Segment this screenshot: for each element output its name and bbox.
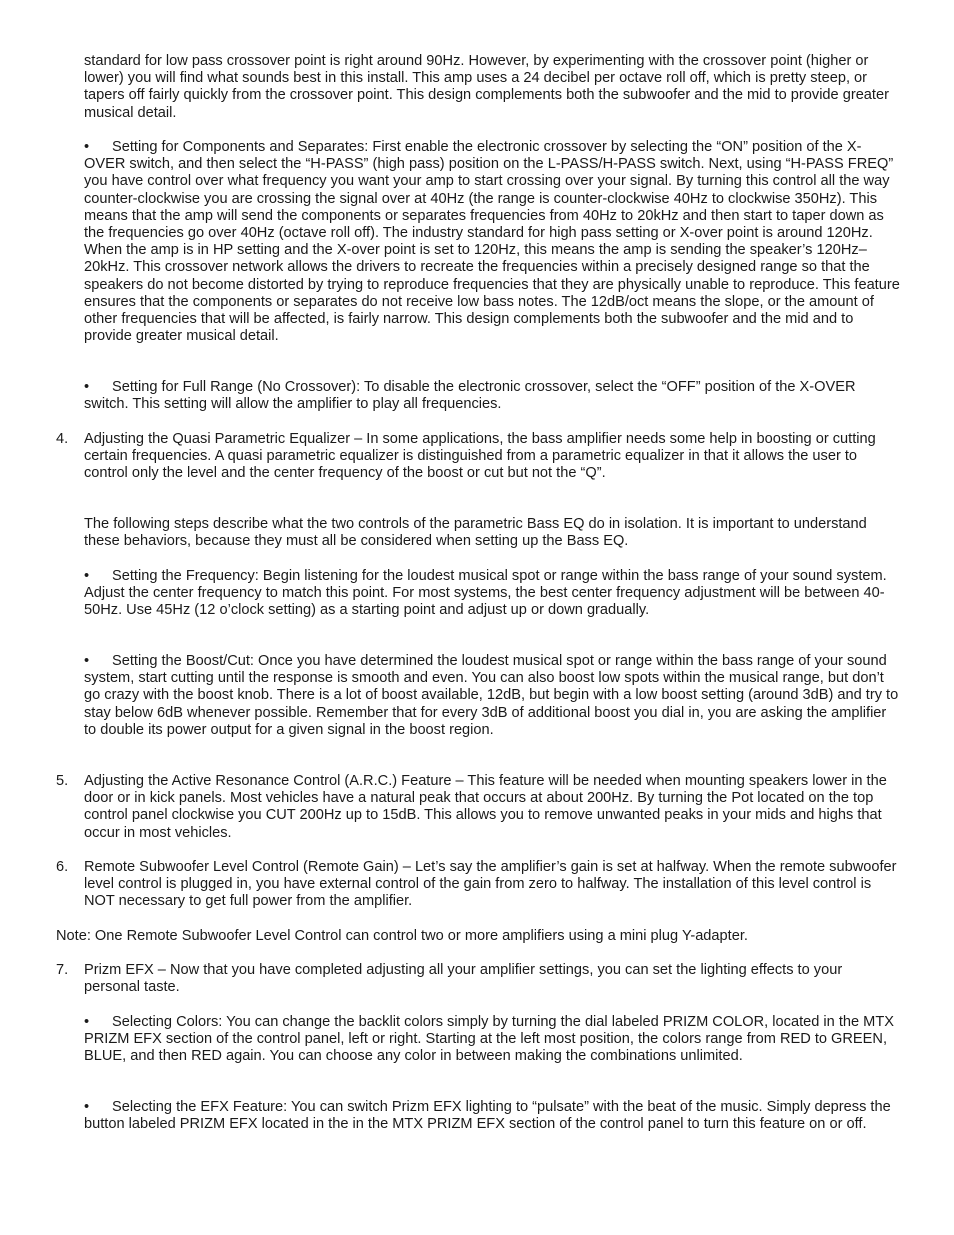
bullet-text: Setting the Boost/Cut: Once you have determined the loudest musical spot or range within the bass range of your sound system, start cutting until the response is smooth and even. You can also boost low spots within the musical range, but don’t go crazy with the boost knob. There is a lot of boost available, 12dB, but begin with a low boost setting (around 3dB) and try to stay below 6dB whenever possible. Remember that for every 3dB of additional boost you dial in, you are asking the amplifier to double its power output for a given signal in the boost region. [84,653,899,738]
bullet-icon: • [84,139,90,155]
list-item-4 [56,431,900,483]
list-item-7 [56,962,900,996]
list-item-5 [56,773,900,842]
bullet-text: Selecting Colors: You can change the backlit colors simply by turning the dial labeled PRIZM COLOR, located in the MTX PRIZM EFX section of the control panel, left or right. Starting at the left most position, the colors range from RED to GREEN, BLUE, and then RED again. You can choose any color in between making the combinations unlimited. [84,1014,894,1065]
list-item-text: Adjusting the Active Resonance Control (A.R.C.) Feature – This feature will be needed when mounting speakers lower in the door or in kick panels. Most vehicles have a natural peak that occurs at about 200Hz. By turning the Pot located on the top control panel clockwise you CUT 200Hz up to 15dB. This allows you to remove unwanted peaks in your mids and highs that occur in most vehicles. [84,773,887,841]
bullet-text: Setting for Components and Separates: First enable the electronic crossover by selecting the “ON” position of the X-OVER switch, and then select the “H-PASS” (high pass) position on the L-PASS/H-PASS switch. Next, using “H-PASS FREQ” you have control over what frequency you want your amp to start crossing over your signal. By turning this control all the way counter-clockwise you are crossing the signal over at 40Hz (the range is counter-clockwise 40Hz to clockwise 350Hz). This means that the amp will send the components or separates frequencies from 40Hz to 20kHz and then start to taper down as the frequencies go over 40Hz (octave roll off). The industry standard for high pass setting or X-over point is around 120Hz. When the amp is in HP setting and the X-over point is set to 120Hz, this means the amp is sending the speaker’s 120Hz–20kHz. This crossover network allows the drivers to recreate the frequencies within a precisely designed range so that the speakers do not become distorted by trying to reproduce frequencies that they are physically unable to reproduce. This feature ensures that the components or separates do not receive low bass notes. The 12dB/oct means the slope, or the amount of other frequencies that will be affected, is fairly narrow. This design complements both the subwoofer and the mid and to provide greater musical detail. [84,139,900,345]
bullet-full-range [84,379,900,413]
list-number: 4. [56,431,69,447]
bullet-selecting-efx [84,1099,900,1133]
note-paragraph: Note: One Remote Subwoofer Level Control can control two or more amplifiers using a mini plug Y-adapter. [56,928,748,944]
bullet-components-separates [84,139,900,345]
list-number: 5. [56,773,69,789]
bullet-icon: • [84,653,90,669]
continuation-paragraph: standard for low pass crossover point is right around 90Hz. However, by experimenting with the crossover point (higher or lower) you will find what sounds best in this install. This amp uses a 24 decibel per octave roll off, which is pretty steep, or tapers off fairly quickly from the crossover point. This design complements both the subwoofer and the mid to provide greater musical detail. [84,53,889,121]
bullet-text: Selecting the EFX Feature: You can switch Prizm EFX lighting to “pulsate” with the beat of the music. Simply depress the button labeled PRIZM EFX located in the in the MTX PRIZM EFX section of the control panel to turn this feature on or off. [84,1099,891,1133]
bass-eq-intro: The following steps describe what the two controls of the parametric Bass EQ do in isolation. It is important to understand these behaviors, because they must all be considered when setting up the Bass EQ. [84,516,867,550]
list-item-text: Adjusting the Quasi Parametric Equalizer – In some applications, the bass amplifier needs some help in boosting or cutting certain frequencies. A quasi parametric equalizer is distinguished from a parametric equalizer in that it allows the user to control only the level and the center frequency of the boost or cut but not the “Q”. [84,431,876,482]
bullet-icon: • [84,379,90,395]
bullet-setting-frequency [84,568,900,620]
bullet-setting-boost-cut [84,653,900,739]
bullet-selecting-colors [84,1014,900,1066]
list-number: 6. [56,859,69,875]
list-number: 7. [56,962,69,978]
list-item-6 [56,859,900,911]
bullet-text: Setting the Frequency: Begin listening for the loudest musical spot or range within the bass range of your sound system. Adjust the center frequency to match this point. For most systems, the best center frequency adjustment will be between 40-50Hz. Use 45Hz (12 o’clock setting) as a starting point and adjust up or down gradually. [84,568,887,619]
list-item-text: Remote Subwoofer Level Control (Remote Gain) – Let’s say the amplifier’s gain is set at halfway. When the remote subwoofer level control is plugged in, you have external control of the gain from zero to halfway. The installation of this level control is NOT necessary to get full power from the amplifier. [84,859,897,910]
bullet-icon: • [84,1099,90,1115]
bullet-icon: • [84,568,90,584]
bullet-text: Setting for Full Range (No Crossover): To disable the electronic crossover, select the “OFF” position of the X-OVER switch. This setting will allow the amplifier to play all frequencies. [84,379,856,413]
bullet-icon: • [84,1014,90,1030]
list-item-text: Prizm EFX – Now that you have completed adjusting all your amplifier settings, you can set the lighting effects to your personal taste. [84,962,843,996]
